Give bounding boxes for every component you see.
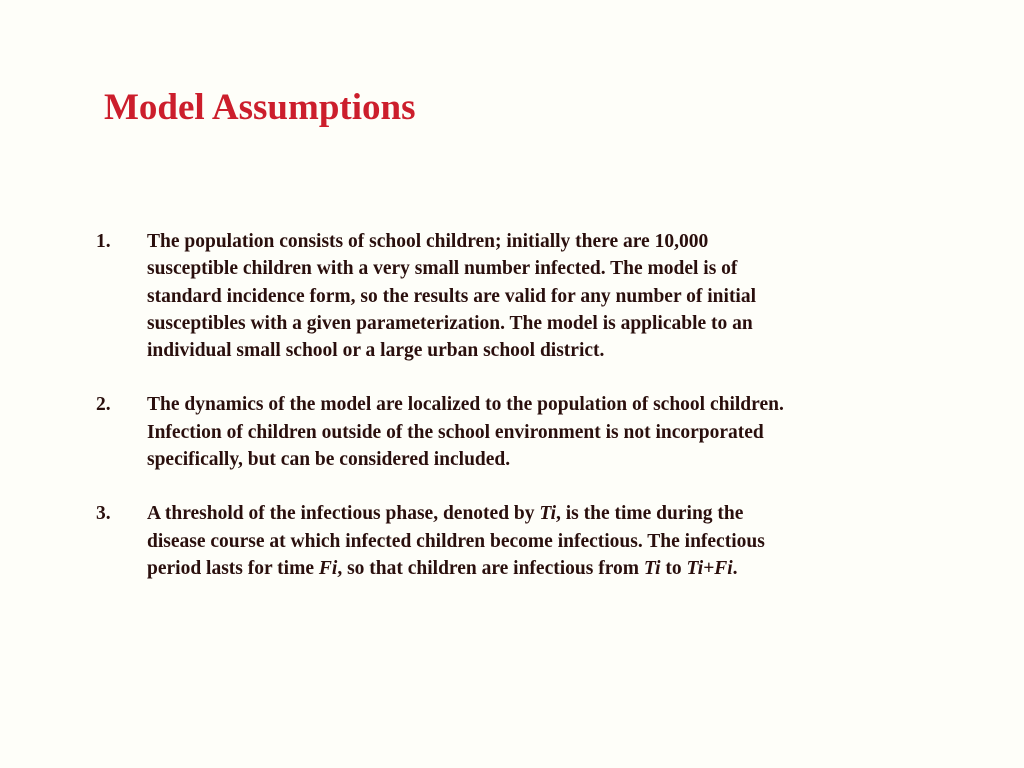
assumption-text-line	[147, 283, 906, 310]
text-run: individual small school or a large urban school district.	[147, 340, 605, 362]
text-run: period lasts for time	[147, 557, 319, 579]
text-run: susceptibles with a given parameterization. The model is applicable to an	[147, 312, 753, 334]
text-run: , so that children are infectious from	[337, 557, 644, 579]
assumption-number: 2.	[96, 394, 111, 416]
assumption-text-line	[147, 228, 906, 255]
text-run: Infection of children outside of the school environment is not incorporated	[147, 421, 764, 443]
text-run: A threshold of the infectious phase, denoted by	[147, 503, 540, 525]
text-run: to	[660, 557, 687, 579]
assumption-item	[96, 500, 906, 582]
variable-name: Ti	[539, 503, 556, 525]
assumption-item	[96, 391, 906, 473]
assumption-text	[147, 228, 906, 364]
text-run: , is the time during the	[556, 503, 744, 525]
text-run: The dynamics of the model are localized to the population of school children.	[147, 394, 784, 416]
variable-name: Ti+Fi	[686, 557, 733, 579]
text-run: standard incidence form, so the results are valid for any number of initial	[147, 285, 757, 307]
variable-name: Ti	[643, 557, 661, 579]
assumption-text-line	[147, 528, 906, 555]
assumption-number: 3.	[96, 503, 111, 525]
text-run: specifically, but can be considered included.	[147, 449, 511, 471]
text-run: The population consists of school children; initially there are 10,000	[147, 231, 709, 252]
assumption-text-line	[147, 419, 906, 446]
variable-name: Fi	[318, 557, 338, 579]
assumption-list	[96, 228, 906, 609]
assumption-number: 1.	[96, 231, 111, 252]
text-run: .	[732, 557, 738, 579]
assumption-text-line	[147, 255, 906, 282]
assumption-text	[147, 500, 906, 582]
assumption-text-line	[147, 310, 906, 337]
text-run: disease course at which infected children become infectious. The infectious	[147, 530, 765, 552]
assumption-text-line	[147, 446, 906, 473]
slide-title: Model Assumptions	[104, 87, 416, 128]
assumption-text	[147, 391, 906, 473]
assumption-text-line	[147, 555, 906, 582]
assumption-text-line	[147, 337, 906, 364]
assumption-text-line	[147, 391, 906, 418]
assumption-text-line	[147, 500, 906, 527]
assumption-item	[96, 228, 906, 364]
text-run: susceptible children with a very small number infected. The model is of	[147, 258, 738, 280]
